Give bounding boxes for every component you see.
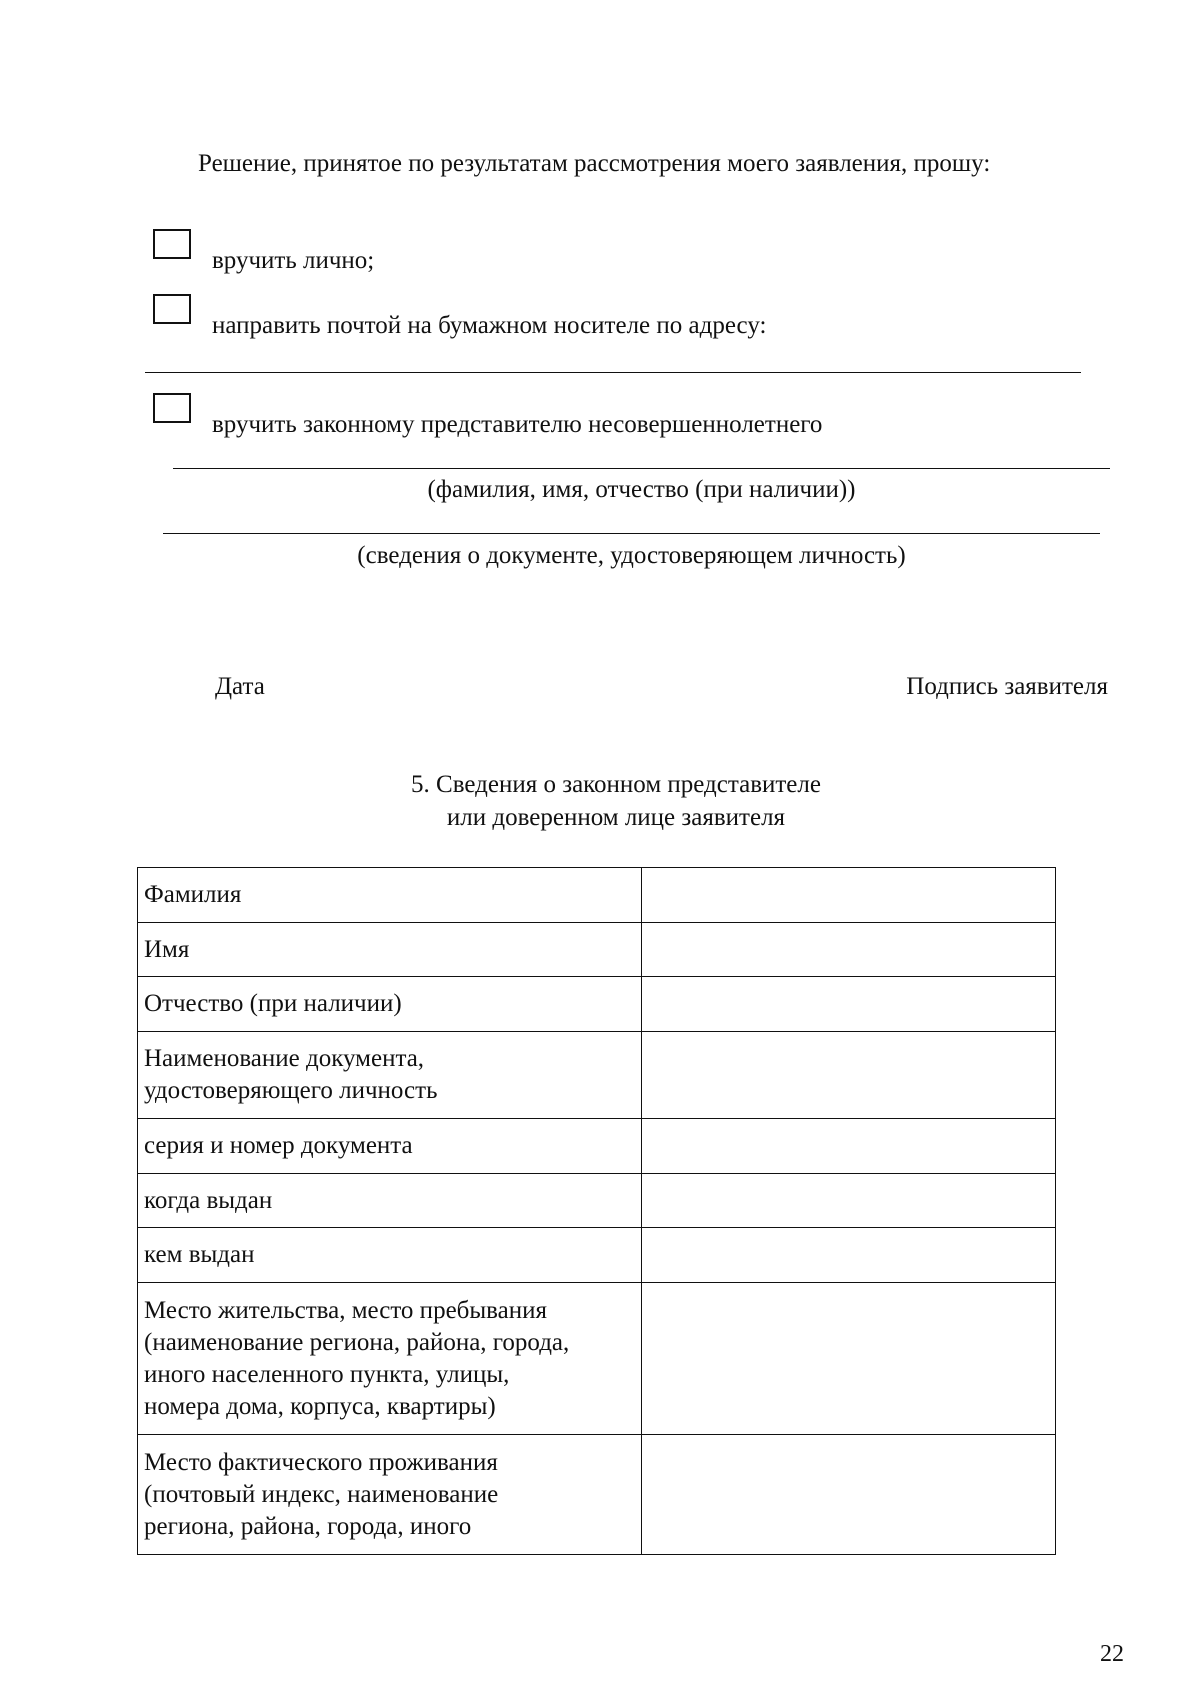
signature-label: Подпись заявителя xyxy=(906,673,1108,700)
intro-text: Решение, принятое по результатам рассмотрения моего заявления, прошу: xyxy=(198,150,991,177)
checkbox-send-by-mail[interactable] xyxy=(153,294,191,324)
option-deliver-to-representative-label: вручить законному представителю несовершеннолетнего xyxy=(212,411,823,438)
table-row xyxy=(138,1174,1056,1228)
row-label-document-name: Наименование документа, удостоверяющего личность xyxy=(138,1032,642,1119)
section-title-line2: или доверенном лице заявителя xyxy=(446,804,786,831)
option-deliver-personally-label: вручить лично; xyxy=(212,247,375,274)
row-value-residence[interactable] xyxy=(642,1283,1056,1435)
row-label-document-number: серия и номер документа xyxy=(138,1119,642,1174)
row-label-issue-date: когда выдан xyxy=(138,1174,642,1228)
table-row xyxy=(138,1435,1056,1555)
row-label-residence: Место жительства, место пребывания (наименование региона, района, города, иного населенного пункта, улицы, номера дома, корпуса, квартиры) xyxy=(138,1283,642,1435)
document-caption: (сведения о документе, удостоверяющем личность) xyxy=(357,542,906,569)
table-row xyxy=(138,1032,1056,1119)
document-line[interactable] xyxy=(163,533,1100,534)
row-value-document-name[interactable] xyxy=(642,1032,1056,1119)
checkbox-deliver-to-representative[interactable] xyxy=(153,393,191,423)
page-number: 22 xyxy=(1100,1641,1124,1667)
row-label-actual-residence: Место фактического проживания (почтовый индекс, наименование региона, района, города, иного xyxy=(138,1435,642,1555)
table-row xyxy=(138,923,1056,977)
table-row xyxy=(138,1283,1056,1435)
row-label-surname: Фамилия xyxy=(138,868,642,923)
section-title-line1: 5. Сведения о законном представителе xyxy=(411,771,821,798)
table-row xyxy=(138,1228,1056,1283)
mail-address-line[interactable] xyxy=(145,372,1081,373)
row-value-actual-residence[interactable] xyxy=(642,1435,1056,1555)
checkbox-deliver-personally[interactable] xyxy=(153,229,191,259)
row-label-issued-by: кем выдан xyxy=(138,1228,642,1283)
fio-line[interactable] xyxy=(173,468,1110,469)
fio-caption: (фамилия, имя, отчество (при наличии)) xyxy=(427,476,856,503)
table-row xyxy=(138,977,1056,1032)
row-value-surname[interactable] xyxy=(642,868,1056,923)
representative-table xyxy=(137,867,1056,1555)
row-value-document-number[interactable] xyxy=(642,1119,1056,1174)
row-value-patronymic[interactable] xyxy=(642,977,1056,1032)
row-value-name[interactable] xyxy=(642,923,1056,977)
date-label: Дата xyxy=(215,673,265,700)
row-value-issue-date[interactable] xyxy=(642,1174,1056,1228)
option-send-by-mail-label: направить почтой на бумажном носителе по адресу: xyxy=(212,312,767,339)
row-label-patronymic: Отчество (при наличии) xyxy=(138,977,642,1032)
table-row xyxy=(138,868,1056,923)
row-value-issued-by[interactable] xyxy=(642,1228,1056,1283)
table-row xyxy=(138,1119,1056,1174)
row-label-name: Имя xyxy=(138,923,642,977)
